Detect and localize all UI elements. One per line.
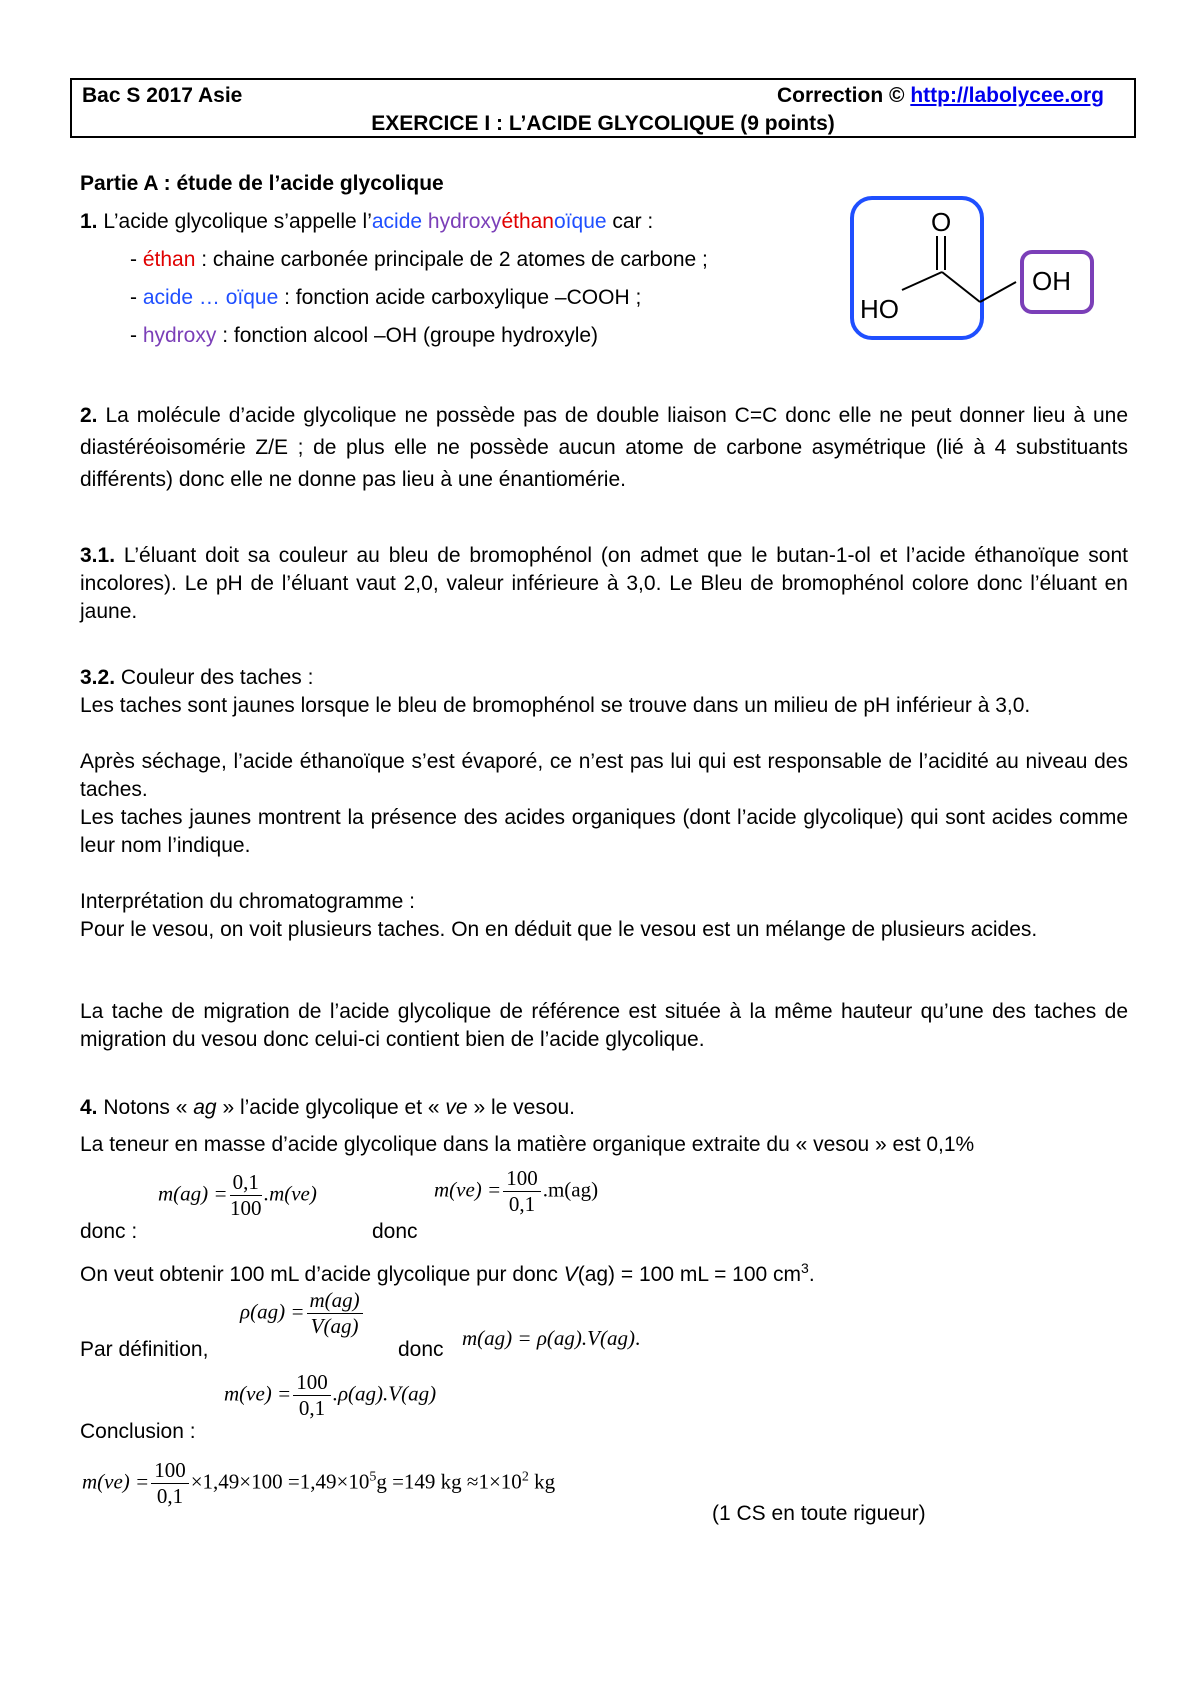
- q2-paragraph: [80, 400, 1128, 496]
- correction-label: Correction ©: [776, 84, 911, 107]
- labolycee-link[interactable]: http://labolycee.org: [910, 84, 1104, 107]
- q1-bullet-acide: - acide … oïque : fonction acide carboxylique –COOH ;: [130, 286, 642, 309]
- bullet-text-ethan: : chaine carbonée principale de 2 atomes de carbone ;: [195, 248, 708, 271]
- atom-ho: HO: [860, 294, 899, 324]
- bullet-text-hydroxy: : fonction alcool –OH (groupe hydroxyle): [216, 324, 599, 347]
- equation-m-ve: m(ve) = $\frac{100}{0,1}$ .m(ag): [434, 1166, 599, 1216]
- q1-name-acide: acide: [371, 210, 428, 233]
- q31-number: 3.1.: [80, 544, 116, 567]
- q4-volume: On veut obtenir 100 mL d’acide glycolique pur donc V(ag) = 100 mL = 100 $cm^3$.: [80, 1260, 815, 1286]
- equation-final-result: m(ve) = $\frac{100}{0,1}$ $\times 1,49\times 100 =1,49\times 10^5g =149$ kg $\approx 1\times 10^2$ kg: [82, 1458, 556, 1508]
- q1-name-hydroxy: hydroxy: [427, 210, 502, 233]
- q32-p3: Les taches jaunes montrent la présence des acides organiques (dont l’acide glycolique) qui sont acides comme leur nom l’indique.: [80, 806, 1128, 857]
- q1-intro: L’acide glycolique s’appelle l’: [97, 210, 372, 233]
- bullet-key-ethan: éthan: [142, 248, 196, 271]
- q4-notons: 4. Notons « ag » l’acide glycolique et « ve » le vesou.: [80, 1096, 576, 1119]
- q32-p2: Après séchage, l’acide éthanoïque s’est évaporé, ce n’est pas lui qui est responsable de l’acidité au niveau des taches.: [80, 750, 1128, 801]
- q32-p4: Interprétation du chromatogramme :: [80, 890, 415, 913]
- atom-oh: OH: [1032, 266, 1071, 296]
- glycolic-acid-molecule: [840, 190, 1110, 350]
- q1-name-oique: oïque: [554, 210, 607, 233]
- q32-title: [80, 664, 1128, 692]
- q4-donc-1: donc :: [80, 1220, 138, 1243]
- equation-m-ag: m(ag) = $\frac{0,1}{100}$ .m(ve): [158, 1170, 317, 1220]
- atom-o: O: [931, 207, 952, 237]
- header-right: [777, 84, 1104, 108]
- q4-donc-3: donc: [398, 1338, 444, 1361]
- q32-number: 3.2.: [80, 666, 116, 689]
- equation-m-ag-rho: m(ag) = ρ(ag).V(ag).: [462, 1326, 641, 1350]
- q4-number: 4.: [80, 1096, 98, 1119]
- q1-after: car :: [606, 210, 654, 233]
- q1-name-ethan: éthan: [501, 210, 554, 233]
- q2-text: La molécule d’acide glycolique ne possède pas de double liaison C=C donc elle ne peut donner lieu à une diastéréoisomérie Z/E ; de plus elle ne possède aucun atome de carbone asymétrique (lié à 4 substituants différents) donc elle ne donne pas lieu à une énantiomérie.: [80, 404, 1128, 491]
- bullet-key-hydroxy: hydroxy: [142, 324, 217, 347]
- part-a-title: Partie A : étude de l’acide glycolique: [80, 172, 444, 195]
- abbr-ve: ve: [445, 1096, 468, 1119]
- equation-rho: ρ(ag) = $\frac{m(ag)}{V(ag)}$: [240, 1288, 365, 1339]
- q32-title-text: Couleur des taches :: [115, 666, 314, 689]
- q32-p6: La tache de migration de l’acide glycolique de référence est située à la même hauteur qu’une des taches de migration du vesou donc celui-ci contient bien de l’acide glycolique.: [80, 1000, 1128, 1051]
- q1-bullet-ethan: - éthan : chaine carbonée principale de 2 atomes de carbone ;: [130, 248, 708, 271]
- header-left: Bac S 2017 Asie: [82, 84, 243, 107]
- q32-p5: Pour le vesou, on voit plusieurs taches. On en déduit que le vesou est un mélange de plusieurs acides.: [80, 918, 1038, 941]
- q2-number: 2.: [80, 404, 98, 427]
- q31-text: L’éluant doit sa couleur au bleu de bromophénol (on admet que le butan-1-ol et l’acide éthanoïque sont incolores). Le pH de l’éluant vaut 2,0, valeur inférieure à 3,0. Le Bleu de bromophénol colore donc l’éluant en jaune.: [80, 544, 1128, 623]
- header-box: [70, 78, 1136, 138]
- q4-par-definition: Par définition,: [80, 1338, 209, 1361]
- exercise-title: EXERCICE I : L’ACIDE GLYCOLIQUE (9 points): [371, 112, 835, 135]
- significant-figures-note: (1 CS en toute rigueur): [712, 1502, 926, 1525]
- q4-conclusion: Conclusion :: [80, 1420, 196, 1443]
- q4-teneur: La teneur en masse d’acide glycolique dans la matière organique extraite du « vesou » est 0,1%: [80, 1133, 975, 1156]
- q4-donc-2: donc: [372, 1220, 418, 1243]
- bullet-key-acide: acide … oïque: [142, 286, 279, 309]
- bond-c-ch2: [942, 272, 980, 302]
- q1-bullet-hydroxy: - hydroxy : fonction alcool –OH (groupe hydroxyle): [130, 324, 599, 347]
- bullet-text-acide: : fonction acide carboxylique –COOH ;: [278, 286, 642, 309]
- q1-line: [80, 208, 653, 236]
- abbr-ag: ag: [193, 1096, 217, 1119]
- bond-ho-c: [902, 272, 942, 290]
- q1-number: 1.: [80, 210, 98, 233]
- equation-conclusion: m(ve) = $\frac{100}{0,1}$ .ρ(ag).V(ag): [224, 1370, 437, 1420]
- q32-p1: Les taches sont jaunes lorsque le bleu de bromophénol se trouve dans un milieu de pH inférieur à 3,0.: [80, 694, 1031, 717]
- bond-ch2-oh: [980, 282, 1016, 302]
- q31-paragraph: [80, 542, 1128, 626]
